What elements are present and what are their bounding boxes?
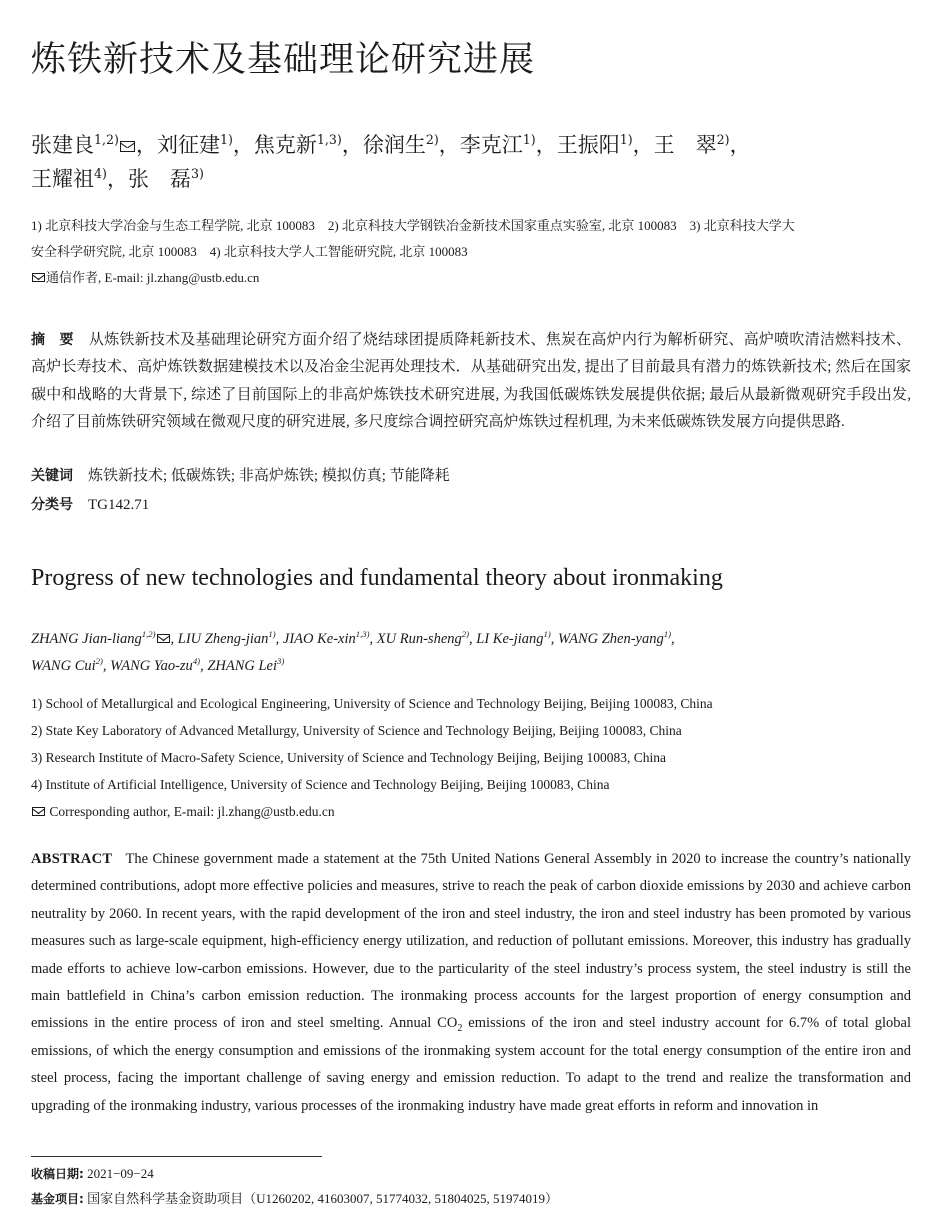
english-author-line-2 [31, 653, 911, 680]
english-author-line-1 [31, 626, 911, 653]
envelope-icon [120, 141, 135, 152]
keywords-text: 炼铁新技术; 低碳炼铁; 非高炉炼铁; 模拟仿真; 节能降耗 [88, 468, 450, 484]
abstract-text: 从炼铁新技术及基础理论研究方面介绍了烧结球团提质降耗新技术、焦炭在高炉内行为解析研究、高炉喷吹清洁燃料技术、高炉长寿技术、高炉炼铁数据建模技术以及冶金尘泥再处理技术．从基础研究出发, 提出了目前最具有潜力的炼铁新技术; 然后在国家碳中和战略的大背景下, 综述了目前国际上的非高炉炼铁技术研究进展, 为我国低碳炼铁发展提供依据; 最后从最新微观研究手段出发, 介绍了目前炼铁研究领域在微观尺度的研究进展, 多尺度综合调控研究高炉炼铁过程机理, 为未来低碳炼铁发展方向提供思路. [31, 332, 911, 431]
chinese-author-list [31, 128, 921, 196]
abstract-text-continued: emissions of the iron and steel industry account for 6.7% of total global emissions, of which the energy consumption and emissions of the ironmaking system account for the total energy consumption of the entire iron and steel process, facing the important challenge of saving energy and emission reduction. To adapt to the trend and realize the transformation and upgrading of the ironmaking industry, various processes of the ironmaking industry have made great efforts in reform and innovation in [31, 1015, 911, 1114]
author: LIU Zheng-jian$^{1)}$, [177, 629, 283, 647]
envelope-icon [32, 273, 45, 282]
envelope-icon [157, 634, 170, 643]
footnote-divider [31, 1156, 322, 1157]
author: WANG Cui$^{2)}$, [31, 656, 111, 674]
author: 刘征建$^{1)}$， [156, 132, 254, 157]
author: 李克江$^{1)}$， [459, 132, 557, 157]
corresponding-author: Corresponding author, E-mail: jl.zhang@ustb.edu.cn [31, 798, 911, 825]
keywords-row [31, 463, 911, 489]
affiliation-line: 3) Research Institute of Macro-Safety Science, University of Science and Technology Beijing, Beijing 100083, China [31, 750, 667, 765]
author: 张 磊$^{3)}$ [127, 166, 204, 191]
keywords-label: 关键词 [31, 468, 73, 484]
author: WANG Zhen-yang$^{1)}$, [558, 629, 675, 647]
author: JIAO Ke-xin$^{1,3)}$, [282, 629, 377, 647]
affiliation-line: 1) 北京科技大学冶金与生态工程学院, 北京 100083 2) 北京科技大学钢铁冶金新技术国家重点实验室, 北京 100083 3) 北京科技大学大 [31, 218, 795, 233]
author: 徐润生$^{2)}$， [362, 132, 460, 157]
received-date-note [31, 1161, 911, 1187]
affiliation-line: 4) Institute of Artificial Intelligence, University of Science and Technology Beijing, Beijing 100083, China [31, 777, 610, 792]
chinese-author-line-1 [31, 128, 921, 162]
english-author-list [31, 626, 911, 680]
classification-label: 分类号 [31, 497, 73, 513]
author: 焦克新$^{1,3)}$， [253, 132, 363, 157]
author: ZHANG Jian-liang$^{1,2)}$ , [31, 629, 178, 647]
affiliation-line: 2) State Key Laboratory of Advanced Metallurgy, University of Science and Technology Beijing, Beijing 100083, China [31, 723, 682, 738]
corresponding-author: 通信作者, E-mail: jl.zhang@ustb.edu.cn [31, 265, 911, 291]
author: LI Ke-jiang$^{1)}$, [476, 629, 559, 647]
author: WANG Yao-$zu^{4)}$, [110, 656, 208, 674]
author: XU Run-sheng$^{2)}$, [376, 629, 477, 647]
author: ZHANG Lei$^{3)}$ [207, 656, 285, 674]
envelope-icon [32, 807, 45, 816]
chinese-affiliations [31, 213, 911, 291]
abstract-label: 摘 要 [31, 332, 74, 348]
abstract-label: ABSTRACT [31, 851, 113, 867]
author: 张建良$^{1,2)}$ ， [31, 132, 157, 157]
chinese-author-line-2 [31, 162, 921, 196]
received-label: 收稿日期: [31, 1167, 84, 1181]
chinese-abstract [31, 327, 911, 437]
english-abstract [31, 846, 911, 1120]
author: 王振阳$^{1)}$， [556, 132, 654, 157]
received-date: 2021−09−24 [87, 1166, 154, 1181]
affiliation-line: 安全科学研究院, 北京 100083 4) 北京科技大学人工智能研究院, 北京 100083 [31, 244, 468, 259]
classification-number: TG142.71 [88, 497, 150, 513]
funding-note [31, 1186, 911, 1212]
english-affiliations [31, 690, 911, 825]
classification-row [31, 492, 911, 518]
affiliation-line: 1) School of Metallurgical and Ecological Engineering, University of Science and Technology Beijing, Beijing 100083, China [31, 696, 713, 711]
funding-label: 基金项目: [31, 1192, 84, 1206]
english-title: Progress of new technologies and fundamental theory about ironmaking [31, 565, 723, 591]
author: 王耀祖$^{4)}$， [31, 166, 128, 191]
abstract-text: The Chinese government made a statement at the 75th United Nations General Assembly in 2020 to increase the country’s nationally determined contributions, adopt more effective policies and measures, strive to reach the peak of carbon dioxide emissions by 2030 and achieve carbon neutrality by 2060. In recent years, with the rapid development of the iron and steel industry, the iron and steel industry has been promoted by various measures such as large-scale equipment, high-efficiency energy utilization, and reduction of pollutant emissions. Moreover, this industry has gradually made efforts to achieve low-carbon emissions. However, due to the particularity of the steel industry’s process system, the steel industry is still the main battlefield in China’s carbon emission reduction. The ironmaking process accounts for the largest proportion of energy consumption and emissions in the entire process of iron and steel smelting. Annual CO [31, 851, 912, 1032]
subscript: 2 [457, 1023, 463, 1035]
funding-text: 国家自然科学基金资助项目（U1260202, 41603007, 51774032, 51804025, 51974019） [87, 1191, 558, 1206]
author: 王 翠$^{2)}$， [653, 132, 751, 157]
chinese-title: 炼铁新技术及基础理论研究进展 [31, 40, 536, 80]
